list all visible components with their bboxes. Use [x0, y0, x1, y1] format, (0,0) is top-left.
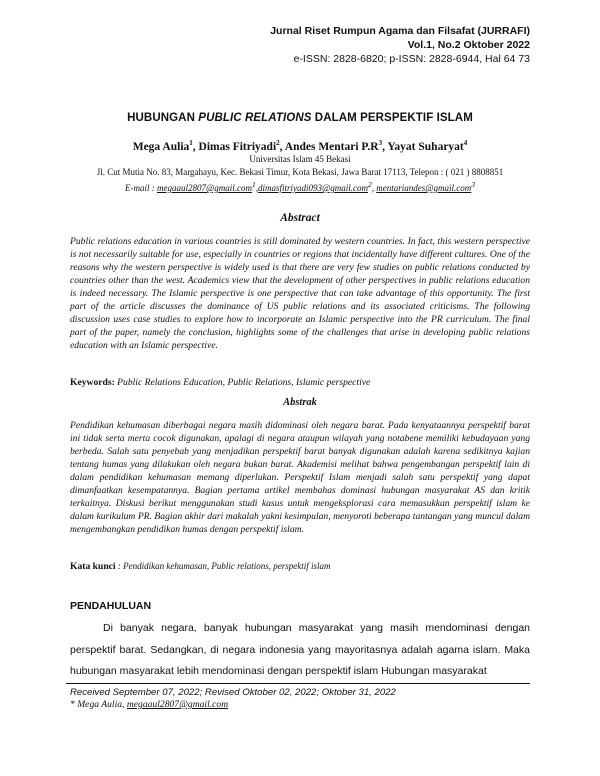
- abstract-text: Public relations education in various countries is still dominated by western countries. In fact, this western perspective is not necessarily suitable for use, especially in countries or regions that incidentally have different cultures. One of the reasons why the western perspective is widely used is that there are very few studies on public relations conducted by countries other than the west. Academics view that the development of other perspectives in public relations education is indeed necessary. The Islamic perspective is one perspective that can take advantage of this opportunity. The first part of the article discusses the dominance of US public relations and its associated criticisms. The following discussion uses case studies to explore how to incorporate an Islamic perspective into the PR curriculum. The final part of the paper, namely the conclusion, highlights some of the challenges that arise in developing public relations education with an Islamic perspective.: [70, 236, 530, 351]
- section-heading-pendahuluan: PENDAHULUAN: [70, 600, 152, 612]
- email-label: E-mail :: [124, 183, 157, 193]
- journal-name: Jurnal Riset Rumpun Agama dan Filsafat (JURRAFI): [270, 25, 530, 37]
- author-name: Dimas Fitriyadi: [198, 140, 277, 153]
- corresponding-author: [70, 699, 228, 710]
- author-name: Andes Mentari P.R: [284, 140, 379, 153]
- paper-title: [0, 112, 600, 124]
- title-part-3: DALAM PERSPEKTIF ISLAM: [311, 112, 473, 124]
- abstrak-heading: Abstrak: [283, 397, 317, 408]
- author-number: 3: [378, 139, 383, 147]
- affiliation: Universitas Islam 45 Bekasi: [249, 154, 351, 164]
- email-link-2[interactable]: dimasfitriyadi093@gmail.com: [257, 183, 369, 193]
- author-number: 2: [276, 139, 280, 147]
- corresponding-email-link[interactable]: megaaul2807@gmail.com: [126, 699, 229, 710]
- kata-kunci-label: Kata kunci: [70, 561, 116, 572]
- author-number: 1: [189, 139, 193, 147]
- received-dates: Received September 07, 2022; Revised Oktober 02, 2022; Oktober 31, 2022: [70, 687, 396, 698]
- address: Jl. Cut Mutia No. 83, Margahayu, Kec. Bekasi Timur, Kota Bekasi, Jawa Barat 17113, Telepon : ( 021 ) 8808851: [96, 167, 504, 177]
- title-part-2: PUBLIC RELATIONS: [198, 112, 312, 124]
- email-link-1[interactable]: megaaul2807@gmail.com: [156, 183, 252, 193]
- corresponding-author-name: * Mega Aulia,: [70, 699, 127, 710]
- kata-kunci: [70, 561, 530, 572]
- journal-header: [270, 24, 530, 66]
- author-name: Yayat Suharyat: [387, 140, 464, 153]
- author-name: Mega Aulia: [132, 140, 190, 153]
- abstrak-text: Pendidikan kehumasan diberbagai negara masih didominasi oleh negara barat. Pada kenyataannya perspektif barat ini tidak serta merta cocok digunakan, apalagi di negara ataupun wilayah yang notabene memiliki kebudayaan yang berbeda. Salah satu penyebab yang menjadikan perspektif barat banyak digunakan adalah karena sedikitnya kajian tentang humas yang dilakukan oleh negara bukan barat. Akademisi melihat bahwa pengembangan perspektif lain di dalam pendidikan kehumasan memang diperlukan. Perspektif Islam menjadi salah satu perspektif yang dapat dimanfaatkan kesempatannya. Bagian pertama artikel membahas dominasi hubungan masyarakat AS dan kritik terkaitnya. Diskusi berikut menggunakan studi kasus untuk mengeksplorasi cara memasukkan perspektif islam ke dalam kurikulum PR. Bagian akhir dari makalah yakni kesimpulan, menyoroti beberapa tantangan yang muncul dalam mengembangkan pendidikan humas dengan perspektif islam.: [70, 420, 530, 535]
- title-part-1: HUBUNGAN: [127, 112, 199, 124]
- journal-volume: Vol.1, No.2 Oktober 2022: [407, 39, 530, 51]
- footer-divider: [66, 683, 530, 684]
- keywords-values: Public Relations Education, Public Relations, Islamic perspective: [114, 377, 371, 388]
- intro-paragraph: Di banyak negara, banyak hubungan masyarakat yang masih mendominasi dengan perspektif barat. Sedangkan, di negara indonesia yang mayoritasnya adalah agama islam. Maka hubungan masyarakat lebih mendominasi dengan perspektif islam Hubungan masyarakat: [70, 622, 530, 677]
- journal-issn: e-ISSN: 2828-6820; p-ISSN: 2828-6944, Hal 64 73: [293, 53, 530, 65]
- author-number: 4: [463, 139, 468, 147]
- email-link-3[interactable]: mentariandes@gmail.com: [376, 183, 472, 193]
- keywords: [70, 377, 530, 388]
- kata-kunci-values: : Pendidikan kehumasan, Public relations, perspektif islam: [115, 561, 331, 571]
- author-list: Mega Aulia$^1$, Dimas Fitriyadi$^2$, Andes Mentari $P.R^3$, Yayat Suharyat$^4$: [132, 139, 468, 153]
- abstract-heading: Abstract: [280, 212, 320, 224]
- keywords-label: Keywords:: [70, 377, 115, 388]
- email-line: E-mail : megaaul2807@gmail.com$^1$,dimasfitriyadi093@gmail.com$^2$, mentariandes@gmail.com$^3$: [124, 180, 476, 193]
